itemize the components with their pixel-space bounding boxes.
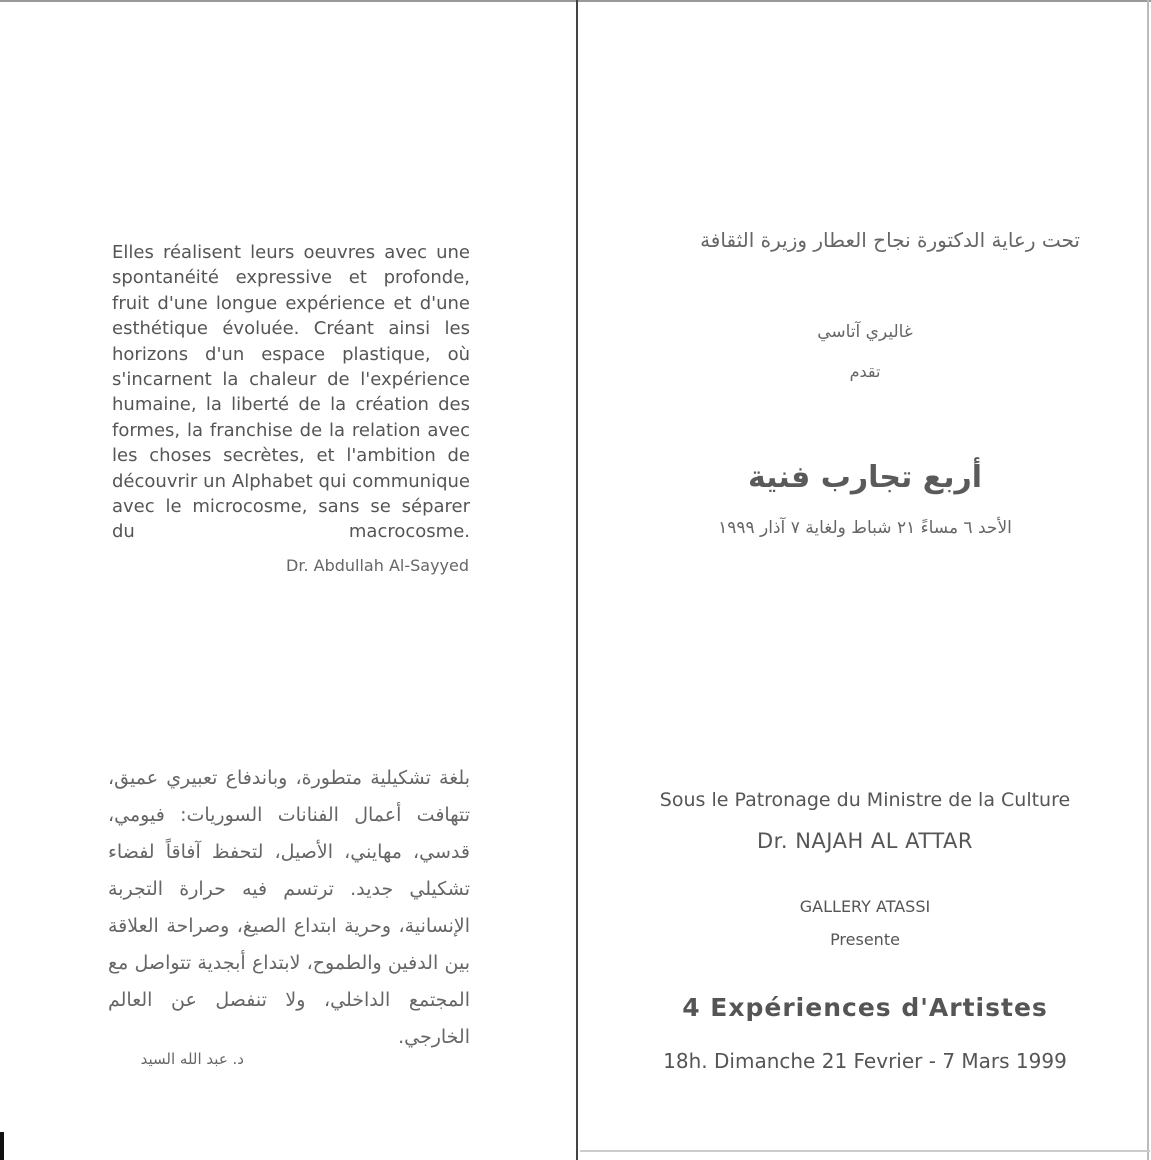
- arabic-exhibition-dates: الأحد ٦ مساءً ٢١ شباط ولغاية ٧ آذار ١٩٩٩: [718, 518, 1012, 538]
- french-paragraph-text: Elles réalisent leurs oeuvres avec une spontanéité expressive et profonde, fruit d'une longue expérience et d'une esthétique évoluée. Créant ainsi les horizons d'un espace plastique, où s'incarnent la chaleur de l'expérience humaine, la liberté de la création des formes, la franchise de la relation avec les choses secrètes, et l'ambition de découvrir un Alphabet qui communique avec le microcosme, sans se séparer du macrocosme.: [112, 242, 470, 543]
- arabic-gallery-name: غاليري آتاسي: [817, 322, 913, 342]
- page-right-edge: [1147, 0, 1149, 1160]
- exhibition-dates: 18h. Dimanche 21 Fevrier - 7 Mars 1999: [663, 1049, 1067, 1073]
- page-bottom-edge: [580, 1150, 1150, 1152]
- minister-name: Dr. NAJAH AL ATTAR: [756, 829, 974, 853]
- gallery-name: GALLERY ATASSI: [799, 897, 931, 916]
- french-signature: Dr. Abdullah Al-Sayyed: [286, 556, 469, 575]
- french-paragraph: [112, 240, 470, 545]
- corner-mark: [0, 1132, 4, 1160]
- arabic-patronage: تحت رعاية الدكتورة نجاح العطار وزيرة الثقافة: [700, 228, 1080, 252]
- fold-line: [576, 0, 578, 1160]
- arabic-exhibition-title: أربع تجارب فنية: [747, 460, 983, 495]
- arabic-presents: تقدم: [849, 362, 881, 381]
- exhibition-title: 4 Expériences d'Artistes: [682, 993, 1048, 1022]
- presente-label: Presente: [830, 930, 900, 949]
- french-patronage: Sous le Patronage du Ministre de la Culture: [659, 789, 1071, 811]
- arabic-paragraph: بلغة تشكيلية متطورة، وباندفاع تعبيري عميق، تتهافت أعمال الفنانات السوريات: فيومي، قدسي، مهايني، الأصيل، لتحفظ آفاقاً لفضاء تشكيلي جديد. ترتسم فيه حرارة التجربة الإنسانية، وحرية ابتداع الصيغ، وصراحة العلاقة بين الدفين والطموح، لابتداع أبجدية تتواصل مع المجتمع الداخلي، ولا تنفصل عن العالم الخارجي.: [108, 767, 470, 1048]
- arabic-signature: د. عبد الله السيد: [140, 1050, 244, 1068]
